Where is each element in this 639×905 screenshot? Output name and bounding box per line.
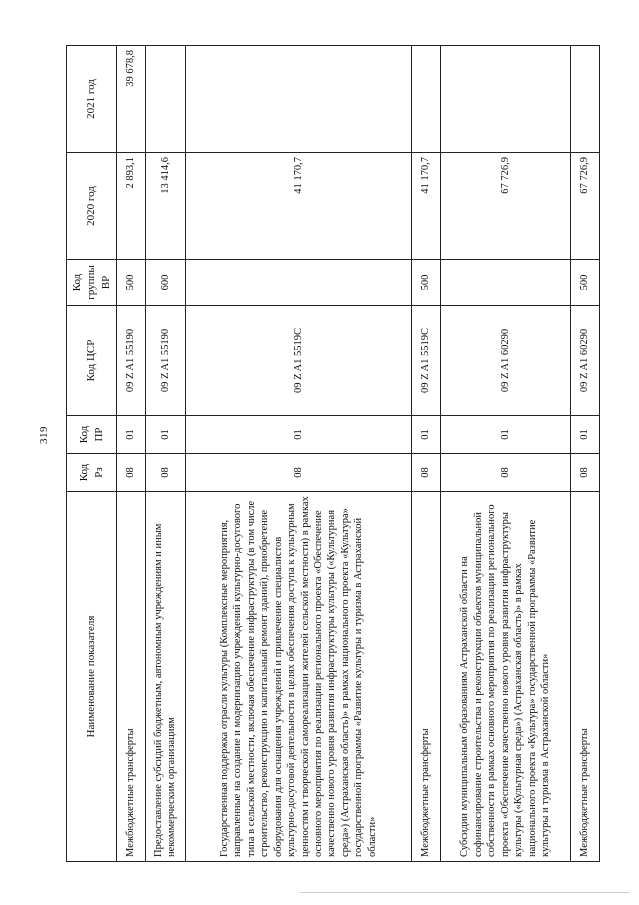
header-name: Наименование показателя bbox=[67, 492, 117, 862]
row-vr bbox=[440, 260, 571, 306]
row-2021 bbox=[412, 46, 441, 153]
row-pr: 01 bbox=[117, 416, 146, 454]
row-2020: 41 170,7 bbox=[185, 153, 411, 260]
row-csr: 09 Z A1 5519С bbox=[412, 306, 441, 416]
row-rz: 08 bbox=[571, 454, 600, 492]
header-vr: Код группы ВР bbox=[67, 260, 117, 306]
header-2020: 2020 год bbox=[67, 153, 117, 260]
row-2021 bbox=[185, 46, 411, 153]
row-pr: 01 bbox=[440, 416, 571, 454]
table-row bbox=[571, 46, 600, 862]
row-2020: 2 893,1 bbox=[117, 153, 146, 260]
row-pr: 01 bbox=[145, 416, 185, 454]
row-csr: 09 Z A1 5519С bbox=[185, 306, 411, 416]
header-csr: Код ЦСР bbox=[67, 306, 117, 416]
row-rz: 08 bbox=[412, 454, 441, 492]
table-row bbox=[145, 46, 185, 862]
row-name: Межбюджетные трансферты bbox=[571, 492, 600, 862]
table-row bbox=[440, 46, 571, 862]
budget-table-container bbox=[66, 46, 600, 862]
row-2020: 13 414,6 bbox=[145, 153, 185, 260]
row-name: Межбюджетные трансферты bbox=[412, 492, 441, 862]
budget-table bbox=[66, 45, 600, 862]
row-rz: 08 bbox=[145, 454, 185, 492]
row-vr: 500 bbox=[117, 260, 146, 306]
header-pr: Код ПР bbox=[67, 416, 117, 454]
row-csr: 09 Z A1 55190 bbox=[145, 306, 185, 416]
row-2020: 67 726,9 bbox=[571, 153, 600, 260]
table-row bbox=[412, 46, 441, 862]
row-rz: 08 bbox=[440, 454, 571, 492]
row-vr: 500 bbox=[571, 260, 600, 306]
table-row bbox=[185, 46, 411, 862]
row-name: Межбюджетные трансферты bbox=[117, 492, 146, 862]
row-csr: 09 Z A1 55190 bbox=[117, 306, 146, 416]
header-rz: Код Рз bbox=[67, 454, 117, 492]
row-vr: 500 bbox=[412, 260, 441, 306]
table-header-row bbox=[67, 46, 117, 862]
row-name: Предоставление субсидий бюджетным, автономным учреждениям и иным некоммерческим организациям bbox=[145, 492, 185, 862]
row-vr bbox=[185, 260, 411, 306]
row-vr: 600 bbox=[145, 260, 185, 306]
row-csr: 09 Z A1 60290 bbox=[440, 306, 571, 416]
row-2020: 67 726,9 bbox=[440, 153, 571, 260]
row-2020: 41 170,7 bbox=[412, 153, 441, 260]
row-name: Субсидии муниципальным образованиям Астраханской области на софинансирование строительства и реконструкции объектов муниципальной собственности в рамках основного мероприятия по реализации регионального проекта «Обеспечение качественно нового уровня развития инфраструктуры культуры («Культурная среда») (Астраханская область)» в рамках национального проекта «Культура» государственной программы «Развитие культуры и туризма в Астраханской области» bbox=[440, 492, 571, 862]
header-2021: 2021 год bbox=[67, 46, 117, 153]
row-2021 bbox=[145, 46, 185, 153]
page-number: 319 bbox=[38, 426, 50, 444]
scan-edge-line bbox=[300, 892, 630, 893]
row-pr: 01 bbox=[571, 416, 600, 454]
row-pr: 01 bbox=[185, 416, 411, 454]
table-row bbox=[117, 46, 146, 862]
row-2021 bbox=[571, 46, 600, 153]
row-2021: 39 678,8 bbox=[117, 46, 146, 153]
row-pr: 01 bbox=[412, 416, 441, 454]
row-rz: 08 bbox=[117, 454, 146, 492]
row-name: Государственная поддержка отрасли культуры (Комплексные мероприятия, направленные на создание и модернизацию учреждений культурно-досугового типа в сельской местности, включая обеспечение инфраструктуры (в том числе строительство, реконструкцию и капитальный ремонт зданий), приобретение оборудования для оснащения учреждений и привлечение специалистов культурно-досуговой деятельности в целях обеспечения доступа к культурным ценностям и творческой самореализации жителей сельской местности) в рамках основного мероприятия по реализации регионального проекта «Обеспечение качественно нового уровня развития инфраструктуры культуры («Культурная среда») (Астраханская область)» в рамках национального проекта «Культура» государственной программы «Развитие культуры и туризма в Астраханской области» bbox=[185, 492, 411, 862]
row-2021 bbox=[440, 46, 571, 153]
row-rz: 08 bbox=[185, 454, 411, 492]
row-csr: 09 Z A1 60290 bbox=[571, 306, 600, 416]
